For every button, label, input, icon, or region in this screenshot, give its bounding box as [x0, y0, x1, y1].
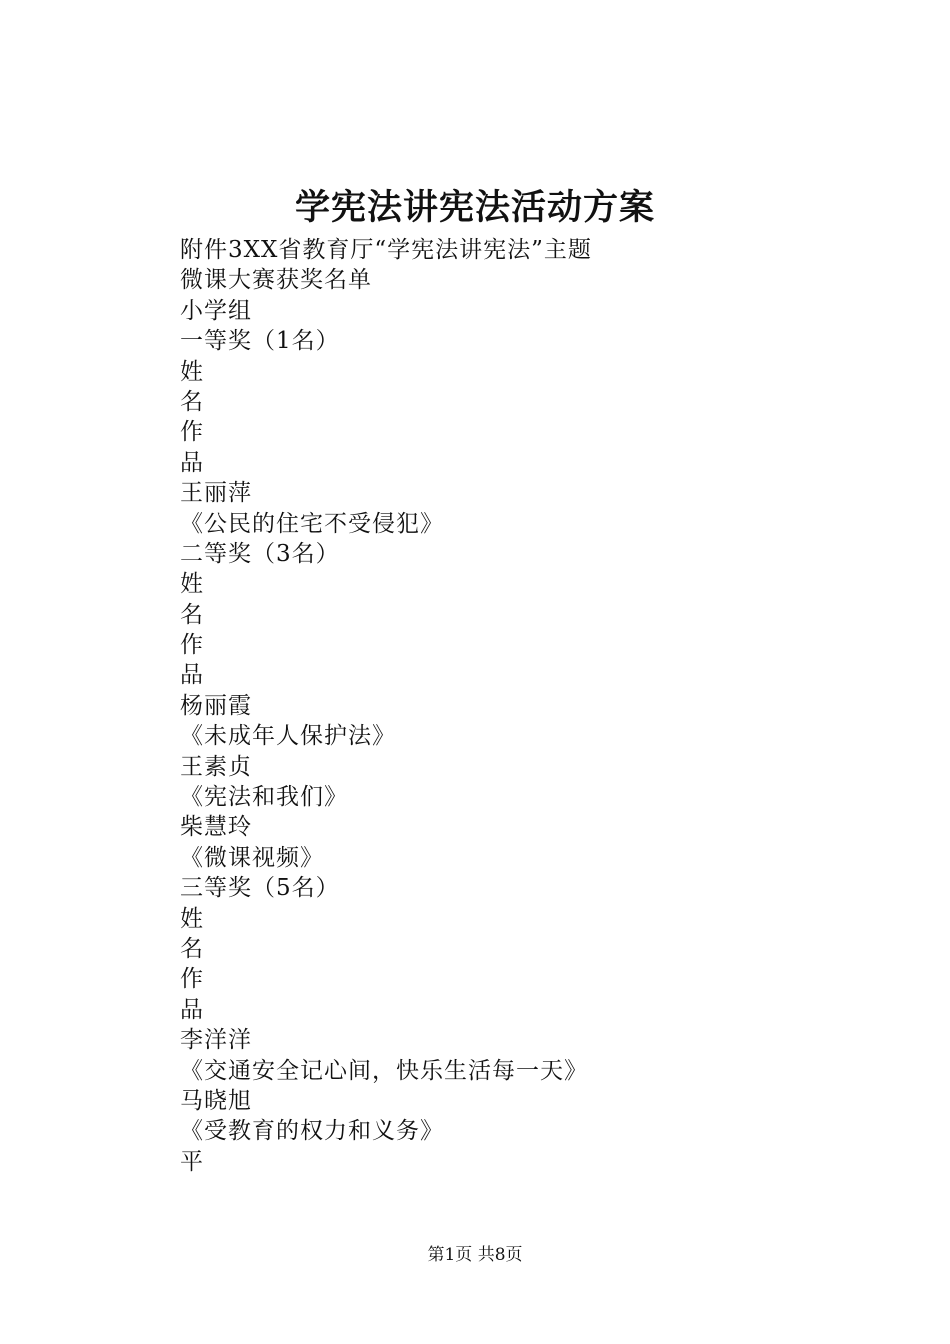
table-header-cell: 品	[180, 449, 204, 476]
table-header-cell: 姓	[180, 905, 204, 932]
work-title: 《未成年人保护法》	[180, 723, 396, 750]
table-header-cell: 品	[180, 662, 204, 689]
winner-name: 杨丽霞	[180, 692, 252, 719]
table-header-cell: 姓	[180, 571, 204, 598]
section-heading: 小学组	[180, 297, 252, 324]
winner-name: 王素贞	[180, 753, 252, 780]
table-header-cell: 名	[180, 388, 204, 415]
table-header-cell: 品	[180, 996, 204, 1023]
award-heading: 二等奖（3名）	[180, 540, 340, 567]
table-header-cell: 作	[180, 632, 204, 659]
work-title: 《宪法和我们》	[180, 784, 348, 811]
table-header-cell: 作	[180, 419, 204, 446]
table-header-cell: 姓	[180, 358, 204, 385]
table-header-cell: 作	[180, 966, 204, 993]
table-header-cell: 名	[180, 601, 204, 628]
winner-name: 李洋洋	[180, 1027, 252, 1054]
work-title: 《微课视频》	[180, 844, 324, 871]
award-heading: 一等奖（1名）	[180, 328, 340, 355]
document-body	[180, 235, 820, 1177]
body-line: 微课大赛获奖名单	[180, 267, 372, 294]
table-header-cell: 名	[180, 935, 204, 962]
body-line: 附件3XX省教育厅“学宪法讲宪法”主题	[180, 237, 592, 263]
page-footer: 第1页 共8页	[427, 1245, 523, 1265]
document-title: 学宪法讲宪法活动方案	[294, 187, 655, 228]
winner-name: 柴慧玲	[180, 814, 252, 841]
body-line: 平	[180, 1148, 204, 1175]
work-title: 《受教育的权力和义务》	[180, 1118, 444, 1145]
work-title: 《公民的住宅不受侵犯》	[180, 510, 444, 537]
work-title: 《交通安全记心间，快乐生活每一天》	[180, 1057, 588, 1084]
award-heading: 三等奖（5名）	[180, 875, 340, 902]
winner-name: 王丽萍	[180, 480, 252, 507]
winner-name: 马晓旭	[180, 1087, 252, 1114]
